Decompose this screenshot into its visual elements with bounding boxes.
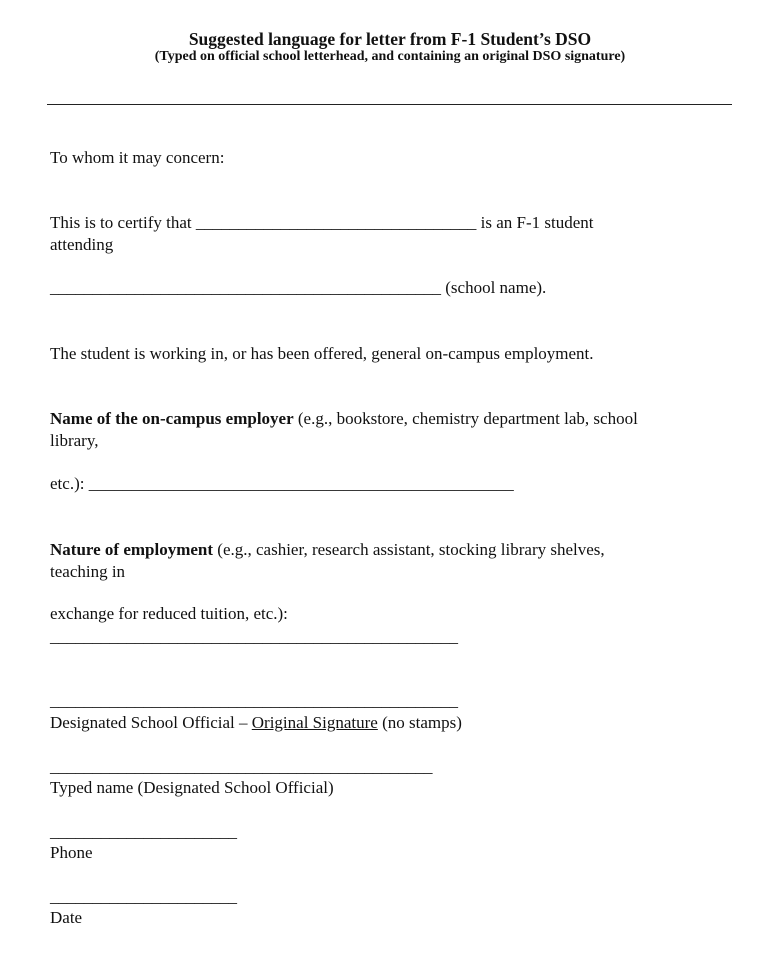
document-subtitle: (Typed on official school letterhead, and containing an original DSO signature) bbox=[154, 49, 626, 64]
school-name-blank[interactable]: ______________________________________________ bbox=[50, 278, 441, 297]
employer-etc-line bbox=[50, 473, 514, 494]
phone-label: Phone bbox=[50, 843, 93, 862]
salutation: To whom it may concern: bbox=[50, 148, 225, 167]
nature-blank[interactable]: ________________________________________________ bbox=[50, 627, 458, 646]
nature-wrap: teaching in bbox=[50, 562, 126, 581]
date-blank[interactable]: ______________________ bbox=[50, 887, 237, 906]
date-label: Date bbox=[50, 908, 83, 927]
school-suffix: (school name). bbox=[445, 278, 547, 297]
employer-line bbox=[50, 408, 638, 429]
signature-suffix: (no stamps) bbox=[382, 713, 462, 732]
employer-wrap: library, bbox=[50, 431, 99, 450]
typed-name-blank[interactable]: _____________________________________________ bbox=[50, 757, 433, 776]
employer-etc: etc.): bbox=[50, 474, 85, 493]
employment-statement: The student is working in, or has been offered, general on-campus employment. bbox=[50, 344, 594, 363]
nature-line bbox=[50, 539, 605, 560]
certify-prefix: This is to certify that bbox=[50, 213, 192, 232]
signature-prefix: Designated School Official – bbox=[50, 713, 248, 732]
signature-caption bbox=[50, 712, 462, 733]
nature-desc: (e.g., cashier, research assistant, stocking library shelves, bbox=[217, 540, 605, 559]
employer-blank[interactable]: __________________________________________________ bbox=[88, 474, 514, 493]
employer-desc: (e.g., bookstore, chemistry department lab, school bbox=[297, 409, 638, 428]
header-divider bbox=[47, 104, 732, 105]
nature-exchange: exchange for reduced tuition, etc.): bbox=[50, 604, 288, 623]
employer-label: Name of the on-campus employer bbox=[50, 409, 294, 428]
typed-name-label: Typed name (Designated School Official) bbox=[50, 778, 334, 797]
nature-label: Nature of employment bbox=[50, 540, 214, 559]
certify-wrap: attending bbox=[50, 235, 114, 254]
signature-blank[interactable]: ________________________________________________ bbox=[50, 691, 458, 710]
certify-line bbox=[50, 212, 594, 233]
document-title: Suggested language for letter from F-1 Student’s DSO bbox=[188, 29, 592, 49]
phone-blank[interactable]: ______________________ bbox=[50, 822, 237, 841]
school-line bbox=[50, 277, 546, 298]
student-name-blank[interactable]: _________________________________ bbox=[195, 213, 477, 232]
certify-suffix: is an F-1 student bbox=[480, 213, 594, 232]
signature-underlined: Original Signature bbox=[251, 713, 378, 732]
